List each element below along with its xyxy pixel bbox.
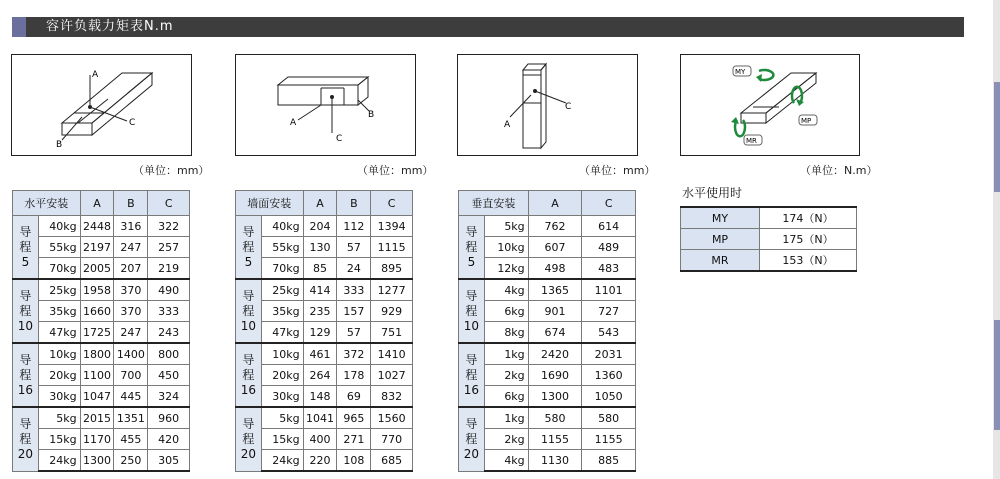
moment-cell: 243 bbox=[148, 322, 190, 344]
load-cell: 25kg bbox=[261, 279, 303, 301]
load-cell: 4kg bbox=[484, 279, 528, 301]
moment-cell: 965 bbox=[337, 407, 371, 429]
label-mr: MR bbox=[746, 137, 757, 145]
moment-cell: 960 bbox=[148, 407, 190, 429]
load-cell: 70kg bbox=[261, 258, 303, 280]
moment-cell: 2448 bbox=[80, 216, 114, 237]
table-row bbox=[13, 407, 190, 429]
moment-cell: 372 bbox=[337, 343, 371, 365]
moment-cell: 1027 bbox=[371, 365, 413, 386]
table-row bbox=[681, 207, 857, 229]
lead-group-label: 导 程 20 bbox=[236, 407, 262, 471]
table-row bbox=[236, 365, 413, 386]
table-row bbox=[13, 450, 190, 472]
load-cell: 12kg bbox=[484, 258, 528, 280]
unit-label: （单位：mm） bbox=[133, 164, 210, 177]
moment-cell: 322 bbox=[148, 216, 190, 237]
table-row bbox=[459, 322, 636, 344]
moment-cell: 580 bbox=[582, 407, 636, 429]
table-row bbox=[459, 301, 636, 322]
table-row bbox=[236, 343, 413, 365]
moment-cell: 489 bbox=[582, 237, 636, 258]
moment-cell: 498 bbox=[528, 258, 582, 280]
horizontal-mount-table bbox=[12, 190, 190, 472]
moment-cell: 1130 bbox=[528, 450, 582, 472]
moment-cell: 901 bbox=[528, 301, 582, 322]
moment-cell: 1560 bbox=[371, 407, 413, 429]
moment-cell: 1155 bbox=[582, 429, 636, 450]
mount-type-header: 水平安装 bbox=[13, 191, 81, 216]
moment-cell: 445 bbox=[114, 386, 148, 408]
moment-label: MR bbox=[681, 250, 760, 272]
load-cell: 30kg bbox=[38, 386, 80, 408]
load-cell: 24kg bbox=[261, 450, 303, 472]
moment-cell: 1100 bbox=[80, 365, 114, 386]
table-row bbox=[236, 279, 413, 301]
table-row bbox=[13, 237, 190, 258]
moment-cell: 1365 bbox=[528, 279, 582, 301]
moment-cell: 420 bbox=[148, 429, 190, 450]
table-row bbox=[459, 343, 636, 365]
moment-cell: 1101 bbox=[582, 279, 636, 301]
moment-value: 153（N） bbox=[760, 250, 857, 272]
table-row bbox=[236, 322, 413, 344]
load-cell: 5kg bbox=[261, 407, 303, 429]
moment-cell: 219 bbox=[148, 258, 190, 280]
moment-cell: 207 bbox=[114, 258, 148, 280]
table-row bbox=[459, 279, 636, 301]
moment-cell: 1170 bbox=[80, 429, 114, 450]
moment-cell: 1300 bbox=[528, 386, 582, 408]
load-cell: 10kg bbox=[484, 237, 528, 258]
label-b: B bbox=[56, 140, 63, 150]
moment-cell: 700 bbox=[114, 365, 148, 386]
load-cell: 5kg bbox=[484, 216, 528, 237]
moment-cell: 1690 bbox=[528, 365, 582, 386]
load-cell: 6kg bbox=[484, 386, 528, 408]
load-cell: 4kg bbox=[484, 450, 528, 472]
load-cell: 2kg bbox=[484, 365, 528, 386]
load-cell: 20kg bbox=[38, 365, 80, 386]
moment-cell: 2015 bbox=[80, 407, 114, 429]
moment-cell: 247 bbox=[114, 237, 148, 258]
moment-cell: 157 bbox=[337, 301, 371, 322]
table-row bbox=[459, 258, 636, 280]
moment-cell: 490 bbox=[148, 279, 190, 301]
load-cell: 10kg bbox=[261, 343, 303, 365]
moment-cell: 2197 bbox=[80, 237, 114, 258]
moment-cell: 1050 bbox=[582, 386, 636, 408]
moment-cell: 370 bbox=[114, 301, 148, 322]
table-row bbox=[459, 450, 636, 472]
load-cell: 47kg bbox=[38, 322, 80, 344]
table-row bbox=[459, 429, 636, 450]
lead-group-label: 导 程 10 bbox=[459, 279, 485, 343]
label-c: C bbox=[336, 134, 343, 144]
vertical-mount-table bbox=[458, 190, 636, 472]
moment-cell: 316 bbox=[114, 216, 148, 237]
table-row bbox=[459, 365, 636, 386]
edge-marker bbox=[994, 82, 1000, 192]
moment-cell: 130 bbox=[303, 237, 337, 258]
load-cell: 55kg bbox=[261, 237, 303, 258]
table-row bbox=[236, 237, 413, 258]
moment-cell: 2420 bbox=[528, 343, 582, 365]
moment-cell: 1300 bbox=[80, 450, 114, 472]
column-header: C bbox=[582, 191, 636, 216]
lead-group-label: 导 程 5 bbox=[459, 216, 485, 280]
table-row bbox=[459, 216, 636, 237]
moment-cell: 69 bbox=[337, 386, 371, 408]
moment-cell: 1800 bbox=[80, 343, 114, 365]
load-cell: 35kg bbox=[261, 301, 303, 322]
table-row bbox=[236, 216, 413, 237]
lead-group-label: 导 程 16 bbox=[236, 343, 262, 407]
label-mp: MP bbox=[801, 117, 812, 125]
table-row bbox=[236, 386, 413, 408]
label-my: MY bbox=[735, 68, 746, 76]
column-header: A bbox=[303, 191, 337, 216]
table-row bbox=[236, 429, 413, 450]
moment-cell: 770 bbox=[371, 429, 413, 450]
moment-cell: 264 bbox=[303, 365, 337, 386]
horizontal-use-title: 水平使用时 bbox=[682, 186, 743, 200]
moment-cell: 450 bbox=[148, 365, 190, 386]
page-title: 容许负载力矩表N.m bbox=[46, 19, 174, 34]
table-row bbox=[13, 216, 190, 237]
moment-cell: 1047 bbox=[80, 386, 114, 408]
moment-cell: 204 bbox=[303, 216, 337, 237]
load-cell: 15kg bbox=[38, 429, 80, 450]
table-row bbox=[13, 301, 190, 322]
table-row bbox=[13, 386, 190, 408]
mount-type-header: 垂直安装 bbox=[459, 191, 529, 216]
wall-mount-table bbox=[235, 190, 413, 472]
label-a: A bbox=[504, 120, 511, 130]
table-row bbox=[459, 386, 636, 408]
load-cell: 15kg bbox=[261, 429, 303, 450]
load-cell: 10kg bbox=[38, 343, 80, 365]
unit-label: （单位：N.m） bbox=[800, 164, 878, 177]
load-cell: 1kg bbox=[484, 407, 528, 429]
moment-cell: 220 bbox=[303, 450, 337, 472]
unit-label: （单位：mm） bbox=[357, 164, 434, 177]
moment-cell: 461 bbox=[303, 343, 337, 365]
moment-cell: 1277 bbox=[371, 279, 413, 301]
label-a: A bbox=[92, 70, 99, 80]
moment-cell: 247 bbox=[114, 322, 148, 344]
moment-cell: 727 bbox=[582, 301, 636, 322]
moment-cell: 370 bbox=[114, 279, 148, 301]
moment-cell: 1660 bbox=[80, 301, 114, 322]
diagram-vertical bbox=[457, 54, 638, 156]
load-cell: 6kg bbox=[484, 301, 528, 322]
table-row bbox=[681, 250, 857, 272]
moment-cell: 800 bbox=[148, 343, 190, 365]
unit-label: （单位：mm） bbox=[579, 164, 656, 177]
horizontal-use-table bbox=[680, 206, 857, 272]
moment-cell: 333 bbox=[337, 279, 371, 301]
table-row bbox=[13, 279, 190, 301]
table-row bbox=[13, 429, 190, 450]
table-row bbox=[13, 322, 190, 344]
moment-cell: 929 bbox=[371, 301, 413, 322]
moment-cell: 1725 bbox=[80, 322, 114, 344]
diagram-wall bbox=[235, 54, 416, 156]
load-cell: 30kg bbox=[261, 386, 303, 408]
moment-label: MY bbox=[681, 207, 760, 229]
moment-cell: 108 bbox=[337, 450, 371, 472]
column-header: C bbox=[371, 191, 413, 216]
table-row bbox=[459, 407, 636, 429]
table-row bbox=[236, 301, 413, 322]
label-a: A bbox=[290, 118, 297, 128]
label-c: C bbox=[565, 102, 572, 112]
lead-group-label: 导 程 5 bbox=[13, 216, 39, 280]
edge-marker bbox=[994, 320, 1000, 430]
title-accent bbox=[12, 17, 26, 37]
table-row bbox=[236, 407, 413, 429]
load-cell: 2kg bbox=[484, 429, 528, 450]
lead-group-label: 导 程 5 bbox=[236, 216, 262, 280]
column-header: B bbox=[337, 191, 371, 216]
moment-cell: 414 bbox=[303, 279, 337, 301]
table-row bbox=[236, 450, 413, 472]
diagram-horizontal bbox=[11, 54, 192, 156]
label-b: B bbox=[368, 110, 375, 120]
moment-cell: 885 bbox=[582, 450, 636, 472]
moment-value: 175（N） bbox=[760, 229, 857, 250]
moment-cell: 85 bbox=[303, 258, 337, 280]
table-row bbox=[236, 258, 413, 280]
table-header-row bbox=[459, 191, 636, 216]
moment-cell: 607 bbox=[528, 237, 582, 258]
moment-cell: 250 bbox=[114, 450, 148, 472]
moment-cell: 1394 bbox=[371, 216, 413, 237]
moment-cell: 1958 bbox=[80, 279, 114, 301]
column-header: A bbox=[80, 191, 114, 216]
moment-label: MP bbox=[681, 229, 760, 250]
table-header-row bbox=[236, 191, 413, 216]
table-row bbox=[13, 258, 190, 280]
moment-cell: 57 bbox=[337, 322, 371, 344]
load-cell: 40kg bbox=[38, 216, 80, 237]
load-cell: 35kg bbox=[38, 301, 80, 322]
moment-cell: 112 bbox=[337, 216, 371, 237]
load-cell: 40kg bbox=[261, 216, 303, 237]
moment-cell: 1400 bbox=[114, 343, 148, 365]
load-cell: 5kg bbox=[38, 407, 80, 429]
load-cell: 8kg bbox=[484, 322, 528, 344]
lead-group-label: 导 程 20 bbox=[13, 407, 39, 471]
load-cell: 1kg bbox=[484, 343, 528, 365]
table-row bbox=[13, 343, 190, 365]
moment-cell: 305 bbox=[148, 450, 190, 472]
moment-cell: 1360 bbox=[582, 365, 636, 386]
moment-cell: 24 bbox=[337, 258, 371, 280]
load-cell: 55kg bbox=[38, 237, 80, 258]
moment-cell: 148 bbox=[303, 386, 337, 408]
moment-cell: 483 bbox=[582, 258, 636, 280]
moment-cell: 762 bbox=[528, 216, 582, 237]
lead-group-label: 导 程 16 bbox=[459, 343, 485, 407]
moment-cell: 1115 bbox=[371, 237, 413, 258]
moment-cell: 271 bbox=[337, 429, 371, 450]
table-row bbox=[13, 365, 190, 386]
moment-cell: 324 bbox=[148, 386, 190, 408]
table-row bbox=[459, 237, 636, 258]
load-cell: 24kg bbox=[38, 450, 80, 472]
label-c: C bbox=[129, 118, 136, 128]
load-cell: 25kg bbox=[38, 279, 80, 301]
table-row bbox=[681, 229, 857, 250]
moment-cell: 57 bbox=[337, 237, 371, 258]
load-cell: 47kg bbox=[261, 322, 303, 344]
column-header: A bbox=[528, 191, 582, 216]
moment-cell: 580 bbox=[528, 407, 582, 429]
moment-cell: 685 bbox=[371, 450, 413, 472]
moment-cell: 674 bbox=[528, 322, 582, 344]
diagram-moments bbox=[680, 54, 860, 156]
moment-cell: 2005 bbox=[80, 258, 114, 280]
moment-cell: 2031 bbox=[582, 343, 636, 365]
table-header-row bbox=[13, 191, 190, 216]
moment-cell: 543 bbox=[582, 322, 636, 344]
moment-cell: 178 bbox=[337, 365, 371, 386]
moment-cell: 614 bbox=[582, 216, 636, 237]
moment-cell: 400 bbox=[303, 429, 337, 450]
load-cell: 70kg bbox=[38, 258, 80, 280]
moment-cell: 1410 bbox=[371, 343, 413, 365]
moment-cell: 1041 bbox=[303, 407, 337, 429]
lead-group-label: 导 程 20 bbox=[459, 407, 485, 471]
lead-group-label: 导 程 16 bbox=[13, 343, 39, 407]
moment-cell: 455 bbox=[114, 429, 148, 450]
moment-cell: 1351 bbox=[114, 407, 148, 429]
lead-group-label: 导 程 10 bbox=[236, 279, 262, 343]
moment-cell: 235 bbox=[303, 301, 337, 322]
column-header: B bbox=[114, 191, 148, 216]
moment-cell: 257 bbox=[148, 237, 190, 258]
moment-cell: 895 bbox=[371, 258, 413, 280]
mount-type-header: 墙面安装 bbox=[236, 191, 304, 216]
moment-cell: 129 bbox=[303, 322, 337, 344]
lead-group-label: 导 程 10 bbox=[13, 279, 39, 343]
moment-value: 174（N） bbox=[760, 207, 857, 229]
moment-cell: 333 bbox=[148, 301, 190, 322]
moment-cell: 832 bbox=[371, 386, 413, 408]
column-header: C bbox=[148, 191, 190, 216]
moment-cell: 751 bbox=[371, 322, 413, 344]
moment-cell: 1155 bbox=[528, 429, 582, 450]
load-cell: 20kg bbox=[261, 365, 303, 386]
